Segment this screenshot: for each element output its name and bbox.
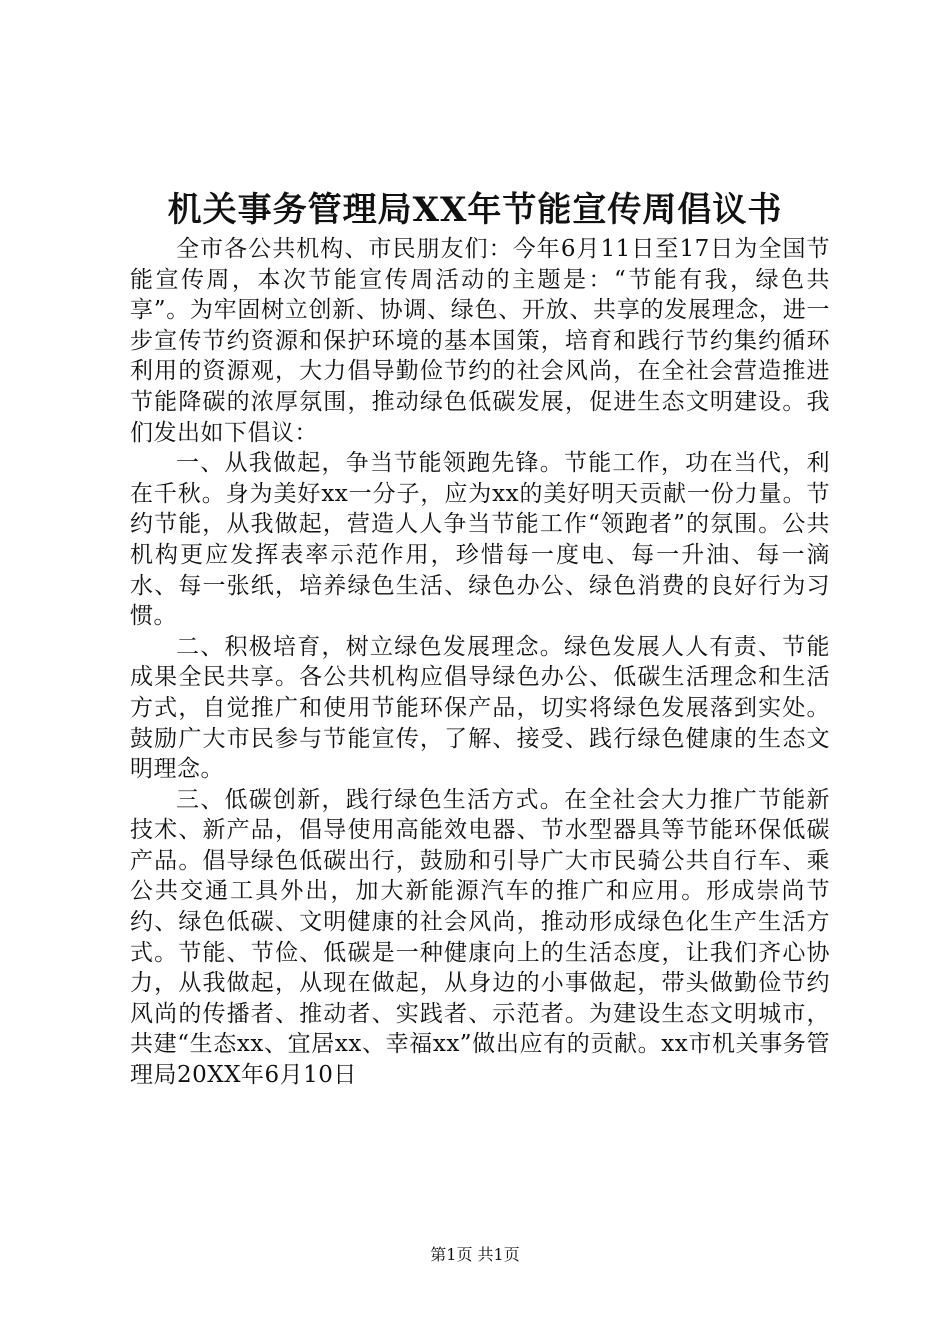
page-number-footer: 第1页 共1页	[430, 1245, 520, 1264]
paragraph-proposal-1: 一、从我做起，争当节能领跑先锋。节能工作，功在当代，利在千秋。身为美好xx一分子，应为xx的美好明天贡献一份力量。节约节能，从我做起，营造人人争当节能工作“领跑者”的氛围。公共机构更应发挥表率示范作用，珍惜每一度电、每一升油、每一滴水、每一张纸，培养绿色生活、绿色办公、绿色消费的良好行为习惯。	[130, 450, 830, 630]
paragraph-proposal-2: 二、积极培育，树立绿色发展理念。绿色发展人人有责、节能成果全民共享。各公共机构应倡导绿色办公、低碳生活理念和生活方式，自觉推广和使用节能环保产品，切实将绿色发展落到实处。鼓励广大市民参与节能宣传，了解、接受、践行绿色健康的生态文明理念。	[130, 633, 830, 783]
document-title: 机关事务管理局XX年节能宣传周倡议书	[167, 190, 783, 230]
paragraph-proposal-3: 三、低碳创新，践行绿色生活方式。在全社会大力推广节能新技术、新产品，倡导使用高能效电器、节水型器具等节能环保低碳产品。倡导绿色低碳出行，鼓励和引导广大市民骑公共自行车、乘公共交通工具外出，加大新能源汽车的推广和应用。形成崇尚节约、绿色低碳、文明健康的社会风尚，推动形成绿色化生产生活方式。节能、节俭、低碳是一种健康向上的生活态度，让我们齐心协力，从我做起，从现在做起，从身边的小事做起，带头做勤俭节约风尚的传播者、推动者、实践者、示范者。为建设生态文明城市，共建“生态xx、宜居xx、幸福xx”做出应有的贡献。xx市机关事务管理局20XX年6月10日	[130, 786, 830, 1089]
document-body	[130, 234, 830, 1091]
paragraph-intro: 全市各公共机构、市民朋友们：今年6月11日至17日为全国节能宣传周，本次节能宣传周活动的主题是：“节能有我，绿色共享”。为牢固树立创新、协调、绿色、开放、共享的发展理念，进一步宣传节约资源和保护环境的基本国策，培育和践行节约集约循环利用的资源观，大力倡导勤俭节约的社会风尚，在全社会营造推进节能降碳的浓厚氛围，推动绿色低碳发展，促进生态文明建设。我们发出如下倡议：	[130, 236, 830, 446]
